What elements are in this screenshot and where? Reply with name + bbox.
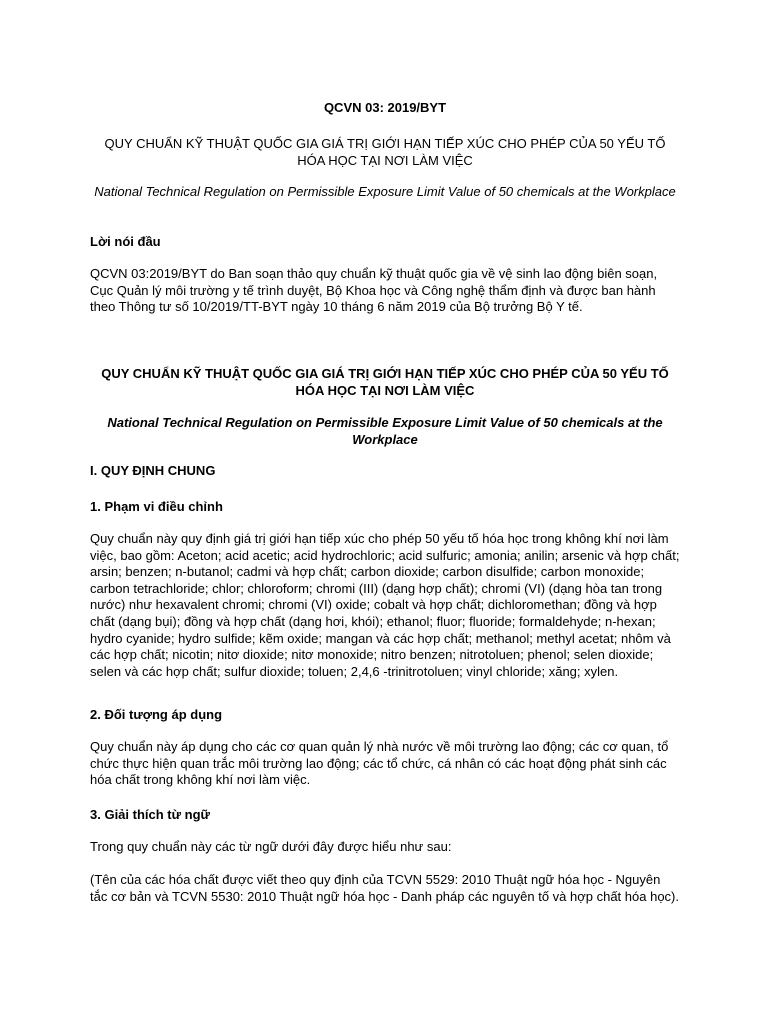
terms-intro: Trong quy chuẩn này các từ ngữ dưới đây được hiểu như sau: [90,839,452,854]
main-title-en: National Technical Regulation on Permissible Exposure Limit Value of 50 chemicals at the Workplace [107,415,663,447]
terms-note: (Tên của các hóa chất được viết theo quy định của TCVN 5529: 2010 Thuật ngữ hóa học - Nguyên tắc cơ bản và TCVN 5530: 2010 Thuật ngữ hóa học - Danh pháp các nguyên tố và hợp chất hóa học). [90,872,679,904]
subjects-heading: 2. Đối tượng áp dụng [90,707,223,722]
scope-text: Quy chuẩn này quy định giá trị giới hạn tiếp xúc cho phép 50 yếu tố hóa học trong không khí nơi làm việc, bao gồm: Aceton; acid acetic; acid hydrochloric; acid sulfuric; amonia; anilin; arsenic và hợp chất; arsin; benzen; n-butanol; cadmi và hợp chất; carbon dioxide; carbon disulfide; carbon monoxide; carbon tetrachloride; chlor; chloroform; chromi (III) (dạng hợp chất); chromi (VI) (dạng hòa tan trong nước) như hexavalent chromi; chromi (VI) oxide; cobalt và hợp chất; dichloromethan; đồng và hợp chất (dạng bụi); đồng và hợp chất (dạng hơi, khói); ethanol; fluor; fluoride; formaldehyde; n-hexan; hydro cyanide; hydro sulfide; kẽm oxide; mangan và các hợp chất; methanol; methyl acetat; nhôm và các hợp chất; nicotin; nitơ dioxide; nitơ monoxide; nitro benzen; nitrotoluen; phenol; selen dioxide; selen và các hợp chất; sulfur dioxide; toluen; 2,4,6 -trinitrotoluen; vinyl chloride; xăng; xylen. [90,531,680,679]
preface-text: QCVN 03:2019/BYT do Ban soạn thảo quy chuẩn kỹ thuật quốc gia về vệ sinh lao động biên soạn, Cục Quản lý môi trường y tế trình duyệt, Bộ Khoa học và Công nghệ thẩm định và được ban hành theo Thông tư số 10/2019/TT-BYT ngày 10 tháng 6 năm 2019 của Bộ trưởng Bộ Y tế. [90,266,658,315]
subjects-text: Quy chuẩn này áp dụng cho các cơ quan quản lý nhà nước về môi trường lao động; các cơ quan, tổ chức thực hiện quan trắc môi trường lao động; các tổ chức, cá nhân có các hoạt động phát sinh các hóa chất trong không khí nơi làm việc. [90,739,669,788]
terms-heading: 3. Giải thích từ ngữ [90,807,210,822]
document-title-en: National Technical Regulation on Permissible Exposure Limit Value of 50 chemicals at the Workplace [94,184,676,199]
main-title-vi: QUY CHUẨN KỸ THUẬT QUỐC GIA GIÁ TRỊ GIỚI HẠN TIẾP XÚC CHO PHÉP CỦA 50 YẾU TỐ HÓA HỌC TẠI NƠI LÀM VIỆC [101,366,669,398]
document-code: QCVN 03: 2019/BYT [323,100,447,115]
scope-heading: 1. Phạm vi điều chỉnh [90,499,223,514]
section-1-heading: I. QUY ĐỊNH CHUNG [90,463,216,478]
preface-heading: Lời nói đầu [90,234,161,249]
document-title-vi: QUY CHUẨN KỸ THUẬT QUỐC GIA GIÁ TRỊ GIỚI HẠN TIẾP XÚC CHO PHÉP CỦA 50 YẾU TỐ HÓA HỌC TẠI NƠI LÀM VIỆC [104,136,666,168]
